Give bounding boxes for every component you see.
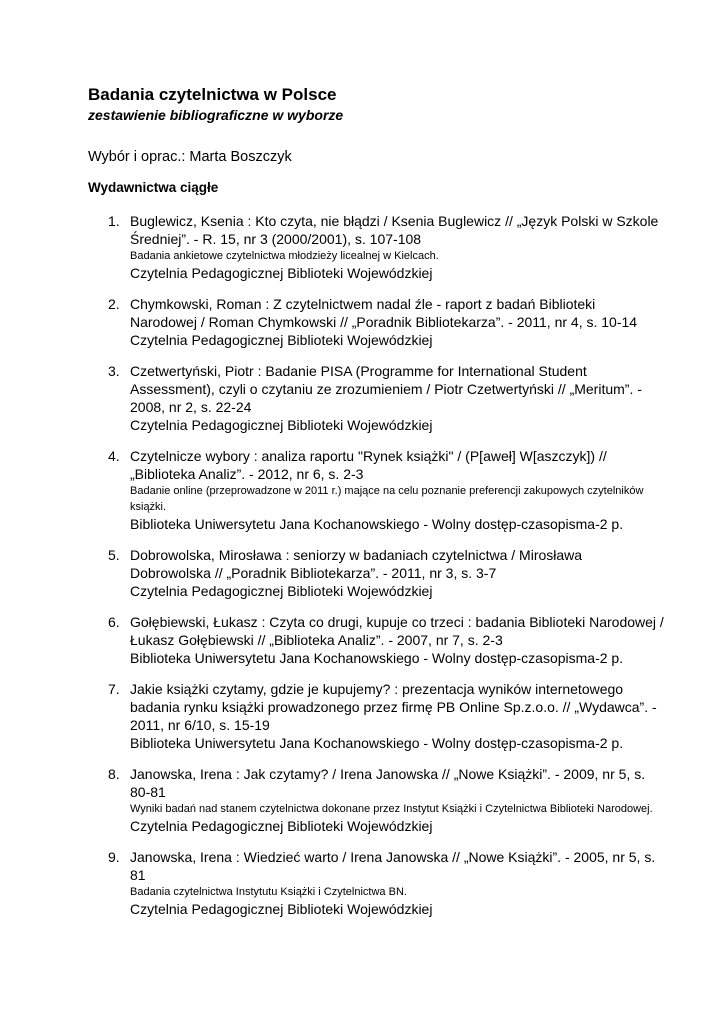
entry-location: Biblioteka Uniwersytetu Jana Kochanowskiego - Wolny dostęp-czasopisma-2 p.	[130, 516, 624, 532]
entry-number: 8.	[108, 766, 120, 782]
entry-location: Biblioteka Uniwersytetu Jana Kochanowskiego - Wolny dostęp-czasopisma-2 p.	[130, 650, 624, 666]
entry-number: 2.	[108, 296, 120, 312]
entry-number: 9.	[108, 849, 120, 865]
entry-note: Badanie online (przeprowadzone w 2011 r.) mające na celu poznanie preferencji zakupowych czytelników książki.	[130, 485, 644, 513]
entry-number: 1.	[108, 213, 120, 229]
entry-citation: Dobrowolska, Mirosława : seniorzy w badaniach czytelnictwa / Mirosława Dobrowolska // „Poradnik Bibliotekarza”. - 2011, nr 3, s. 3-7	[130, 547, 583, 581]
entry-number: 5.	[108, 547, 120, 563]
bibliography-entry	[88, 212, 664, 282]
entry-citation: Chymkowski, Roman : Z czytelnictwem nadal źle - raport z badań Biblioteki Narodowej / Roman Chymkowski // „Poradnik Bibliotekarza”. - 2011, nr 4, s. 10-14	[130, 296, 638, 330]
entry-note: Badania czytelnictwa Instytutu Książki i Czytelnictwa BN.	[130, 886, 407, 898]
bibliography-entry	[88, 613, 664, 667]
document-subtitle: zestawienie bibliograficzne w wyborze	[88, 107, 344, 123]
entry-citation: Gołębiewski, Łukasz : Czyta co drugi, kupuje co trzeci : badania Biblioteki Narodowej / Łukasz Gołębiewski // „Biblioteka Analiz”. - 2007, nr 7, s. 2-3	[130, 614, 664, 648]
entry-citation: Czetwertyński, Piotr : Badanie PISA (Programme for International Student Assessment), czyli o czytaniu ze zrozumieniem / Piotr Czetwertyński // „Meritum”. - 2008, nr 2, s. 22-24	[130, 363, 642, 415]
entry-note: Badania ankietowe czytelnictwa młodzieży licealnej w Kielcach.	[130, 250, 439, 262]
entry-citation: Buglewicz, Ksenia : Kto czyta, nie błądzi / Ksenia Buglewicz // „Język Polski w Szkole Średniej”. - R. 15, nr 3 (2000/2001), s. 107-108	[130, 213, 659, 247]
entry-location: Biblioteka Uniwersytetu Jana Kochanowskiego - Wolny dostęp-czasopisma-2 p.	[130, 735, 624, 751]
entry-location: Czytelnia Pedagogicznej Biblioteki Wojewódzkiej	[130, 332, 433, 348]
bibliography-entry	[88, 680, 664, 752]
bibliography-entry	[88, 848, 664, 918]
bibliography-entry	[88, 765, 664, 835]
bibliography-entry	[88, 362, 664, 434]
compiler-credit: Wybór i oprac.: Marta Boszczyk	[88, 149, 292, 165]
document-title: Badania czytelnictwa w Polsce	[88, 85, 337, 104]
bibliography-entry	[88, 447, 664, 533]
bibliography-list	[88, 212, 664, 918]
entry-location: Czytelnia Pedagogicznej Biblioteki Wojewódzkiej	[130, 901, 433, 917]
entry-location: Czytelnia Pedagogicznej Biblioteki Wojewódzkiej	[130, 265, 433, 281]
entry-note: Wyniki badań nad stanem czytelnictwa dokonane przez Instytut Książki i Czytelnictwa Biblioteki Narodowej.	[130, 803, 653, 815]
entry-number: 4.	[108, 448, 120, 464]
entry-location: Czytelnia Pedagogicznej Biblioteki Wojewódzkiej	[130, 417, 433, 433]
entry-citation: Janowska, Irena : Wiedzieć warto / Irena Janowska // „Nowe Książki”. - 2005, nr 5, s. 81	[130, 849, 656, 883]
bibliography-entry	[88, 546, 664, 600]
entry-citation: Jakie książki czytamy, gdzie je kupujemy? : prezentacja wyników internetowego badania rynku książki prowadzonego przez firmę PB Online Sp.z.o.o. // „Wydawca”. - 2011, nr 6/10, s. 15-19	[130, 681, 657, 733]
entry-citation: Janowska, Irena : Jak czytamy? / Irena Janowska // „Nowe Książki”. - 2009, nr 5, s. 80-81	[130, 766, 646, 800]
entry-number: 3.	[108, 363, 120, 379]
entry-number: 7.	[108, 681, 120, 697]
entry-location: Czytelnia Pedagogicznej Biblioteki Wojewódzkiej	[130, 818, 433, 834]
entry-location: Czytelnia Pedagogicznej Biblioteki Wojewódzkiej	[130, 583, 433, 599]
section-title: Wydawnictwa ciągłe	[88, 180, 219, 195]
entry-number: 6.	[108, 614, 120, 630]
entry-citation: Czytelnicze wybory : analiza raportu "Rynek książki" / (P[aweł] W[aszczyk]) // „Biblioteka Analiz”. - 2012, nr 6, s. 2-3	[130, 448, 607, 482]
bibliography-entry	[88, 295, 664, 349]
